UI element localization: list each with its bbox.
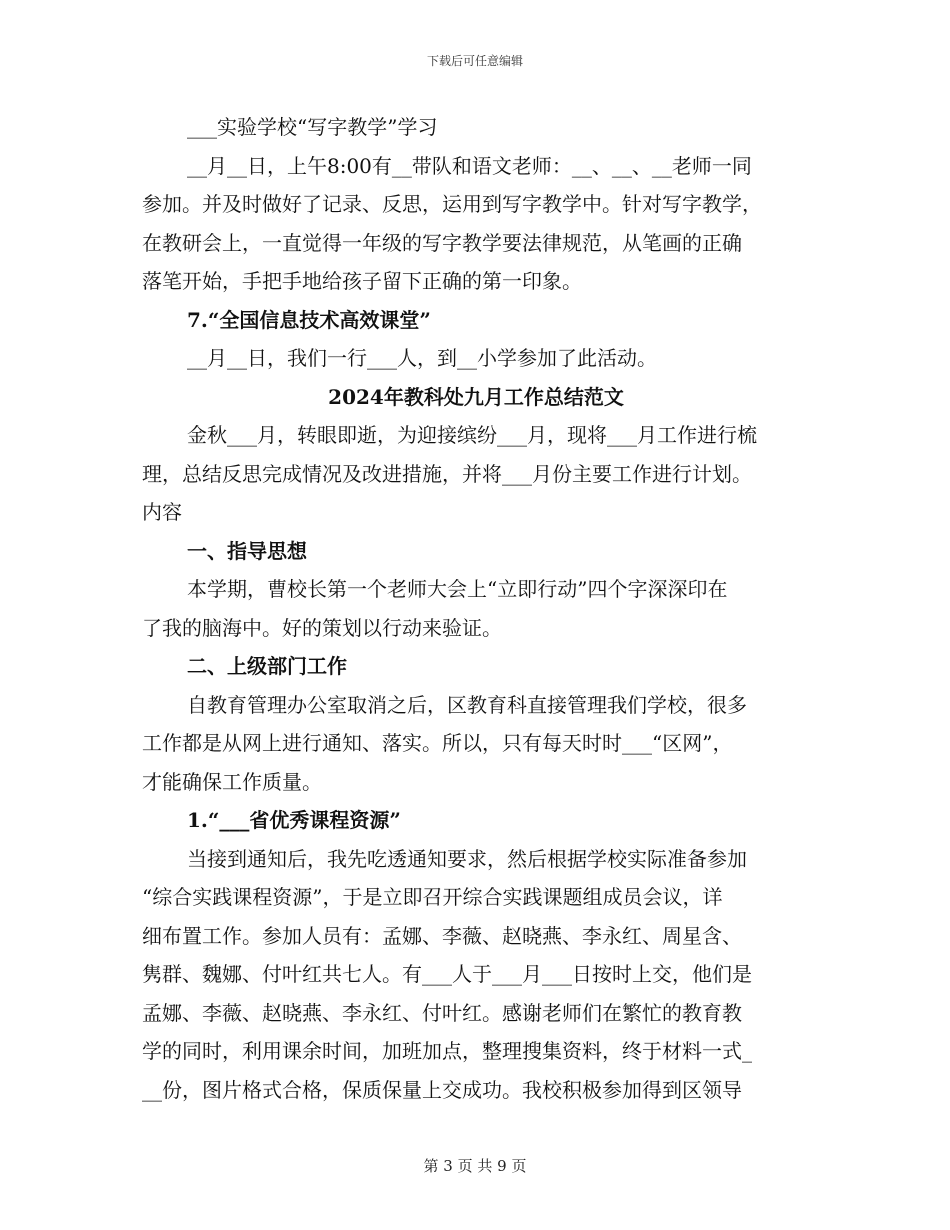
text-line-21: “综合实践课程资源”，于是立即召开综合实践课题组成员会议，详	[142, 885, 723, 909]
document-title: 2024年教科处九月工作总结范文	[328, 384, 624, 409]
text-line-16: 自教育管理办公室取消之后，区教育科直接管理我们学校，很多	[187, 692, 747, 717]
text-line-23: 隽群、魏娜、付叶红共七人。有___人于___月___日按时上交，他们是	[142, 962, 752, 986]
text-line-02: __月__日，上午8:00有__带队和语文老师：__、__、__老师一同	[187, 153, 752, 178]
text-line-11: 内容	[142, 500, 182, 524]
text-line-03: 参加。并及时做好了记录、反思，运用到写字教学中。针对写字教学，	[142, 192, 762, 216]
page-footer: 第 3 页 共 9 页	[423, 1157, 527, 1175]
text-line-09: 金秋___月，转眼即逝，为迎接缤纷___月，现将___月工作进行梳	[187, 423, 757, 447]
text-line-13: 本学期，曹校长第一个老师大会上“立即行动”四个字深深印在	[187, 577, 728, 601]
section-heading-7: 7.“全国信息技术高效课堂”	[187, 307, 431, 332]
text-line-10: 理，总结反思完成情况及改进措施，并将___月份主要工作进行计划。	[142, 461, 752, 486]
section-heading-superior-work: 二、上级部门工作	[187, 654, 347, 678]
page-header-note: 下载后可任意编辑	[426, 54, 523, 68]
text-line-26: __份，图片格式合格，保质保量上交成功。我校积极参加得到区领导	[142, 1077, 742, 1102]
text-line-22: 细布置工作。参加人员有：孟娜、李薇、赵晓燕、李永红、周星含、	[142, 923, 742, 948]
section-heading-course-resources: 1.“___省优秀课程资源”	[187, 808, 401, 832]
text-line-20: 当接到通知后，我先吃透通知要求，然后根据学校实际准备参加	[187, 846, 747, 871]
text-line-24: 孟娜、李薇、赵晓燕、李永红、付叶红。感谢老师们在繁忙的教育教	[142, 1000, 742, 1025]
text-line-14: 了我的脑海中。好的策划以行动来验证。	[142, 615, 502, 640]
text-line-05: 落笔开始，手把手地给孩子留下正确的第一印象。	[142, 269, 582, 293]
text-line-07: __月__日，我们一行___人，到__小学参加了此活动。	[187, 346, 657, 370]
text-line-04: 在教研会上，一直觉得一年级的写字教学要法律规范，从笔画的正确	[142, 230, 742, 255]
text-line-25: 学的同时，利用课余时间，加班加点，整理搜集资料，终于材料一式_	[142, 1039, 752, 1063]
text-line-01: ___实验学校“写字教学”学习	[187, 115, 438, 139]
text-line-18: 才能确保工作质量。	[142, 769, 322, 794]
document-body	[142, 108, 810, 1109]
text-line-17: 工作都是从网上进行通知、落实。所以，只有每天时时___“区网”，	[142, 731, 733, 755]
section-heading-guiding-thought: 一、指导思想	[187, 538, 307, 563]
